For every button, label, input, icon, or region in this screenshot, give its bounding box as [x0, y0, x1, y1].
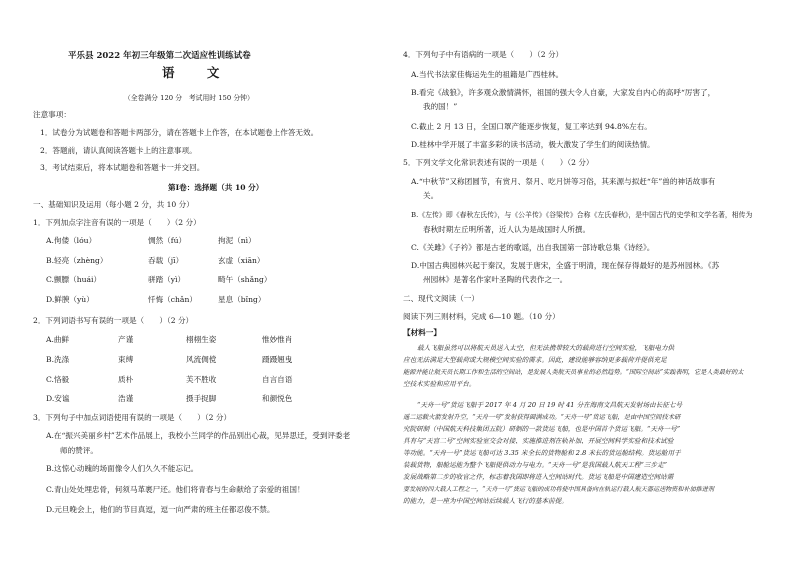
q2-option-d-word4: 和颜悦色: [262, 394, 293, 403]
q1-option-d: D.鲜腴（yù）: [46, 295, 94, 304]
q3-option-c: C.青山处处埋忠骨，何须马革裹尸还。他们将青春与生命献给了亲爱的祖国！: [46, 485, 305, 494]
passage-line: 遥二运载火箭发射升空，“天舟一号”发射获得圆满成功。“天舟一号”货运飞船，是由中国空间技术研: [403, 414, 681, 421]
q1-option-d-word2: 忏悔（chǎn）: [148, 295, 197, 304]
q5-option-a-cont: 关。: [423, 191, 439, 200]
passage-line: “天舟一号”货运飞船于 2017 年 4 月 20 日 19 时 41 分在海南文昌航天发射场由长征七号: [417, 401, 683, 409]
q4-option-d: D.桂林中学开展了丰富多彩的读书活动，极大激发了学生们的阅读热情。: [411, 140, 655, 149]
q5-option-a: A.“中秋节”又称团圆节，有赏月、祭月、吃月饼等习俗，其来源与拟赶“年”兽的神话故事有: [411, 177, 716, 186]
section1-title: 一、基础知识及运用（每小题 2 分，共 10 分）: [33, 200, 194, 209]
q1-option-b-word2: 吞载（jī）: [148, 256, 184, 265]
passage-line: 能源并能让航天员长期工作和生活的空间站，是发展人类航天员事业的必然趋势。“国际空间站”实践表明，它是人类最好的太: [403, 369, 744, 376]
part1-heading: 第Ⅰ卷：选择题（共 10 分）: [168, 183, 264, 192]
q2-option-b-word4: 蹑蹑翘曳: [262, 355, 293, 364]
note-item: 2．答题前，请认真阅读答题卡上的注意事项。: [40, 146, 197, 155]
q2-option-b-word2: 束缚: [118, 355, 134, 364]
exam-title: 平乐县 2022 年初三年级第二次适应性训练试卷: [68, 51, 251, 61]
q1-stem: 1．下列加点字注音有误的一项是（ ）（2 分）: [33, 218, 201, 227]
q2-option-b: B.洗涤: [46, 355, 70, 364]
q1-option-c: C.颤膘（huái）: [46, 275, 102, 284]
q2-option-c-word4: 自言自语: [262, 375, 293, 384]
q1-option-d-word3: 星息（bǐng）: [218, 295, 266, 304]
note-item: 1．试卷分为试题卷和答题卡两部分，请在答题卡上作答，在本试题卷上作答无效。: [40, 128, 319, 137]
passage-line: 空技术实验和应用平台。: [403, 380, 476, 388]
q3-option-a-cont: 师的赞评。: [60, 446, 98, 455]
notes-heading: 注意事项：: [33, 110, 71, 119]
q2-option-c-word3: 芙不胜收: [186, 375, 217, 384]
q2-option-d-word3: 摄手捉脚: [186, 394, 217, 403]
q2-option-d-word2: 浩谨: [118, 394, 134, 403]
q4-option-a: A.当代书法家佳梅运先生的祖籍是广西桂林。: [411, 70, 564, 79]
q1-option-b: B.轻亮（zhèng）: [46, 256, 108, 265]
note-item: 3．考试结束后，将本试题卷和答题卡一并交回。: [40, 163, 205, 172]
passage-line: 装载货物，船舱运能为整个飞船提供动力与电力。“天舟一号”是我国载人航天工程“三步走”: [403, 461, 668, 469]
q2-stem: 2．下列词语书写有误的一项是（ ）（2 分）: [33, 316, 194, 325]
q5-option-d: D.中国古典园林兴起于秦汉，发展于唐宋，全盛于明清，现在保存得最好的是苏州园林。《苏: [411, 261, 720, 270]
passage-line: 究院研制（中国航天科技集团五院）研制的一款货运飞船，也是中国首个货运飞船。“天舟一号”: [403, 425, 681, 433]
q4-option-b-cont: 我的国！”: [423, 102, 458, 111]
passage-line: 的能力，是一座为中国空间站后续载人飞行的基本前提。: [403, 497, 568, 505]
q2-option-a-word2: 产谨: [118, 335, 134, 344]
q2-option-c-word2: 质朴: [118, 375, 134, 384]
material-label: 【材料一】: [403, 328, 441, 337]
q3-stem: 3．下列句子中加点词语使用有误的一项是（ ）（2 分）: [33, 413, 232, 422]
reading-instruction: 阅读下列三则材料，完成 6—10 题。（10 分）: [403, 312, 560, 321]
q1-option-a: A.佝偻（lóu）: [46, 236, 97, 245]
q1-option-c-word3: 畸午（shǎng）: [218, 275, 272, 284]
q3-option-a: A.在“振兴美丽乡村”艺术作品展上，我校小兰同学的作品别出心裁，见异思迁，受到评委老: [46, 431, 351, 440]
q1-option-b-word3: 玄虚（xiān）: [218, 256, 265, 265]
q4-stem: 4．下列句子中有语病的一项是（ ）（2 分）: [403, 50, 564, 59]
passage-line: 发展战略第二步的收官之作，标志着我国即将进入空间站时代。货运飞船是中国建造空间站需: [403, 473, 674, 481]
q2-option-c: C.恪毅: [46, 375, 70, 384]
q2-option-a-word4: 惟妙惟肖: [262, 335, 293, 344]
section2-title: 二、现代文阅读（一）: [403, 294, 479, 303]
passage-line: 载人飞船虽然可以将航天员送入太空，但无法携带较大的载荷进行空间实验，飞船电力供: [417, 344, 675, 352]
q2-option-a: A.曲鲜: [46, 335, 70, 344]
q5-option-c: C.《关雎》《子衿》都是古老的歌谣，出自我国第一部诗歌总集《诗经》。: [411, 243, 655, 252]
subject-title: 语 文: [162, 65, 234, 80]
q5-stem: 5．下列文学文化常识表述有误的一项是（ ）（2 分）: [403, 158, 594, 167]
q4-option-c: C.截止 2 月 13 日，全国口罩产能逐步恢复，复工率达到 94.8%左右。: [411, 122, 652, 131]
q1-option-c-word2: 骈踏（yì）: [148, 275, 186, 284]
q2-option-a-word3: 栩栩生姿: [186, 335, 217, 344]
passage-line: 要发展的四大载人工程之一，“天舟一号”货运飞船的成功将使中国具备向在轨运行载人航天器运送物资和补加推进剂: [403, 486, 714, 493]
q4-option-b: B.看完《战狼》，许多观众激情满怀，祖国的强大令人自豪，大家发自内心的高呼“厉害了，: [411, 88, 716, 97]
q3-option-d: D.元旦晚会上，他们的节目真逗，逗一向严肃的班主任都忍俊不禁。: [46, 505, 275, 514]
passage-line: 应也无法满足大型载荷或大规模空间实验的需求。因此，建设能够容纳更多载荷并提供充足: [403, 356, 667, 364]
q5-option-d-cont: 州园林》是著名作家叶圣陶的代表作之一。: [423, 275, 568, 284]
passage-line: 等功能。“天舟一号”货运飞船可达 3.35 米全长的货物舱和 2.8 米长的货运舱结构。货运舱用于: [403, 449, 681, 457]
q2-option-d: D.安谧: [46, 394, 70, 403]
passage-line: 具有与“天宫二号”空间实验室交会对接、实施推进剂在轨补加、开展空间科学实验和技术试验: [403, 437, 674, 445]
q5-option-b: B.《左传》即《春秋左氏传》，与《公羊传》《谷梁传》合称《左氏春秋》，是中国古代的史学和文学名著，相传为: [411, 211, 753, 219]
score-info: （全卷满分 120 分 考试用时 150 分钟）: [124, 94, 254, 102]
q1-option-a-word2: 惆然（fú）: [148, 236, 187, 245]
q2-option-b-word3: 风流倜傥: [186, 355, 217, 364]
q5-option-b-cont: 春秋时期左丘明所著，近人认为是战国时人所撰。: [423, 225, 591, 234]
q3-option-b: B.这惊心动魄的场面像令人们久久不能忘记。: [46, 464, 199, 473]
q1-option-a-word3: 拘泥（nì）: [218, 236, 256, 245]
